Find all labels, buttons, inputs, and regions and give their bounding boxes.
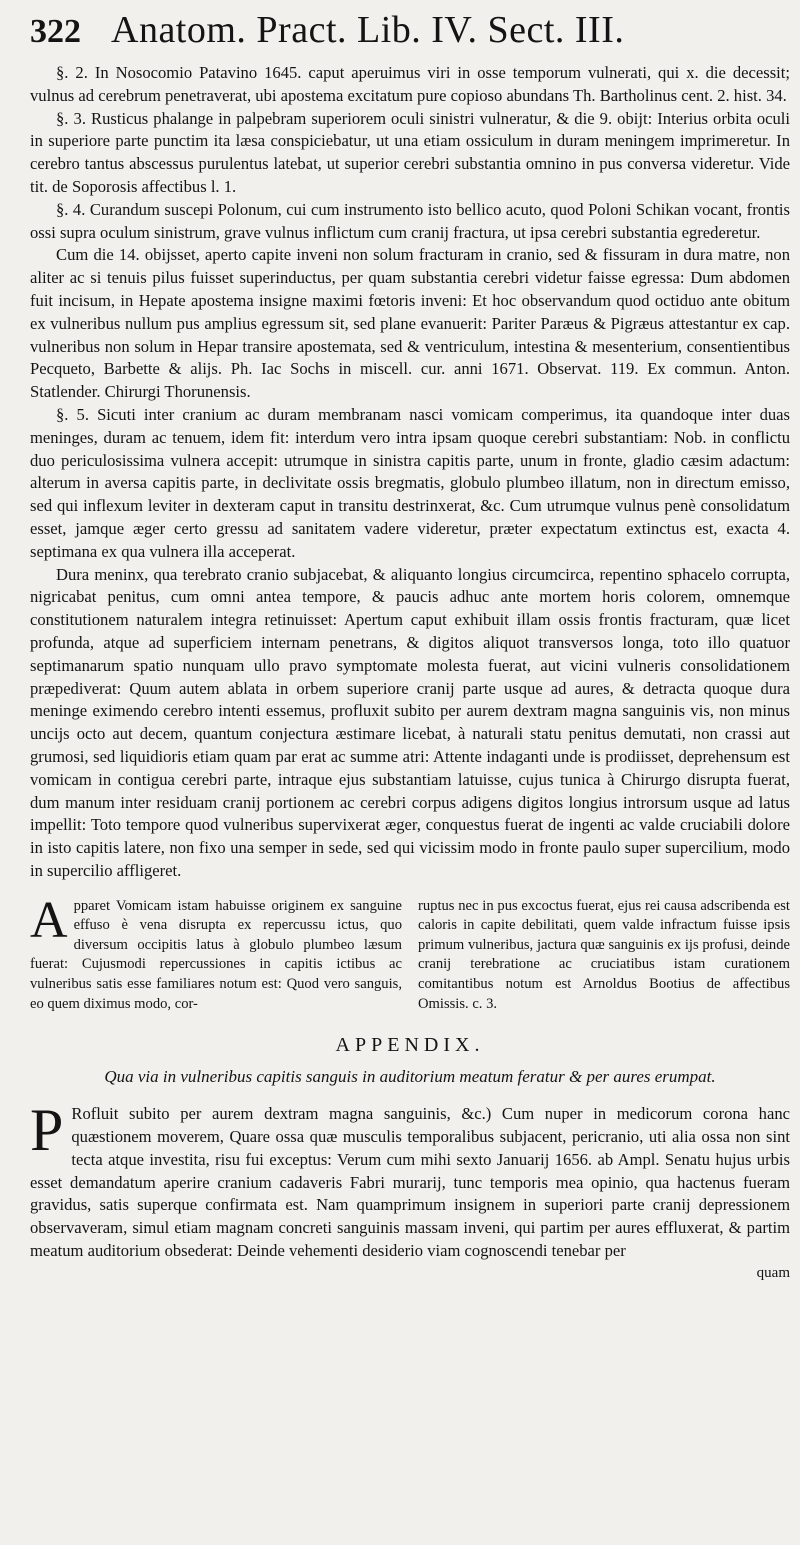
appendix-title: APPENDIX. — [335, 1034, 485, 1057]
scholion-left-text: pparet Vomicam istam habuisse originem ex sanguine effuso è vena disrupta ex repercussu ictus, quo diversum occipitis latus à globulo plumbeo læsum fuerat: Cujusmodi repercussiones in capitis ictibus ac vulneribus satis esse familiares notum est: Quod vero sanguis, eo quem diximus modo, cor- — [30, 897, 402, 1012]
paragraph-section-5-cont: Dura meninx, qua terebrato cranio subjacebat, & aliquanto longius circumcirca, repentino sphacelo corrupta, nigricabat penitus, cum omni antea tempore, & paucis adhuc ante mortem horis colorem, omnemque constitutionem naturalem integra retinuisset: Apertum caput exhibuit illam ossis frontis fracturam, quæ licet profunda, atque ad superficiem internam penetrans, & digitos aliquot transversos longa, toto illo quatuor septimanarum spatio nunquam ullo pravo symptomate molesta fuerat, aut vicini vulneris consolidationem præpediverat: Quum autem ablata in orbem superiore cranij parte usque ad aures, & detracta quoque dura meninge eximendo cerebro intenti essemus, profluxit subito per aurem dextram magna sanguinis vis, non minus uncijs octo aut decem, quantum conjectura æstimare licebat, à naturali statu penitus demutati, non crassi aut grumosi, sed liquidioris etiam quam par erat ac summe atri: Attente indaganti unde is prodiisset, deprehensum est vomicam in contigua cerebri parte, intraque ejus substantiam latuisse, cujus tunica à Chirurgo disrupta fuerat, dum manum inter residuam cranij portionem ac cerebri corpus adigens digitos longius introrsum usque ad latus impellit: Toto tempore quod vulneribus supervixerat æger, conquestus fuerat de ingenti ac valde cruciabili dolore in isto capitis latere, non fixo una semper in sede, sed qui vicissim modo in fronte paulo super supercilium, modo in supercilio affligeret. — [30, 564, 790, 880]
page-number: 322 — [30, 13, 81, 50]
appendix-subtitle: Qua via in vulneribus capitis sanguis in auditorium meatum feratur & per aures erumpat. — [104, 1067, 716, 1087]
paragraph-section-5: §. 5. Sicuti inter cranium ac duram membranam nasci vomicam comperimus, ita quandoque inter duas meninges, duram ac tenuem, idem fit: interdum vero intra ipsam quoque cerebri substantiam: Nob. in conflictu duo periculosissima vulnera accepit: utrumque in sinistra capitis parte, unum in fronte, gladio cæsim adactum: alterum in aversa capitis parte, in declivitate ossis bregmatis, globulo plumbeo illatum, non in directum emisso, sed qui inflexum leviter in dexteram caput in transitu destrinxerat, &c. Cum utrumque vulnus penè consolidatum esset, jamque æger certo gressu ad sanitatem vadere videretur, præter expectatum extinctus est, exacta 4. septimana ex qua vulnera illa acceperat. — [30, 404, 790, 561]
scholion-two-column — [30, 891, 790, 1015]
running-title: Anatom. Pract. Lib. IV. Sect. III. — [111, 9, 625, 51]
main-text — [30, 62, 790, 883]
paragraph-section-4: §. 4. Curandum suscepi Polonum, cui cum instrumento isto bellico acuto, quod Poloni Schikan vocant, frontis ossi supra oculum sinistrum, grave vulnus inflictum cum cranij fractura, ut ipsa cerebri substantia egrederetur. — [30, 199, 790, 242]
drop-cap-a: A — [30, 891, 68, 949]
scholion-right-text: ruptus nec in pus excoctus fuerat, ejus rei causa adscribenda est caloris in capite debilitati, quem valde infractum fuisse ipsis primum vulneribus, jactura quæ sanguinis ex ijs profusi, deinde cranij terebratione ac cruciatibus istam curationem comitantibus notum est Arnoldus Bootius de affectibus Omissis. c. 3. — [418, 897, 790, 1012]
paragraph-section-2: §. 2. In Nosocomio Patavino 1645. caput aperuimus viri in osse temporum vulnerati, qui x. die decessit; vulnus ad cerebrum penetraverat, ubi apostema excitatum pure copioso abundans Th. Bartholinus cent. 2. hist. 34. — [30, 63, 790, 105]
running-header — [30, 0, 790, 62]
drop-cap-p: P — [30, 1097, 64, 1164]
appendix-body — [30, 1097, 790, 1263]
paragraph-section-3: §. 3. Rusticus phalange in palpebram superiorem oculi sinistri vulneratur, & die 9. obijt: Interius orbita oculi in superiore parte punctim ita læsa conspiciebatur, ut una etiam ossiculum in duram meningem imprimeretur. In cerebro tantus abscessus purulentus latebat, ut superior cerebri substantia omnino in pus conversa videretur. Vide tit. de Soporosis affectibus l. 1. — [30, 108, 790, 196]
scholion-left-column — [30, 891, 402, 1015]
appendix-text: Rofluit subito per aurem dextram magna sanguinis, &c.) Cum nuper in medicorum corona hanc quæstionem moverem, Quare ossa quæ musculis temporalibus subjacent, pericranio, uti alia ossa non sint tecta atque investita, risu fui exceptus: Verum cum mihi sexto Januarij 1656. ab Ampl. Senatu hujus urbis esset demandatum aperire cranium cadaveris Fabri murarij, tunc temporis mea opinio, qua hactenus fueram gravidus, satis superque confirmata est. Nam quamprimum insignem in superiori parte cranij depressionem observaveram, simul etiam magnam concreti sanguinis massam inveni, qui partim per aures effluxerat, & partim meatum auditorium obsederat: Deinde vehementi desiderio viam cognoscendi tenebar per — [30, 1104, 790, 1261]
catchword: quam — [756, 1264, 790, 1281]
scholion-right-column — [418, 897, 790, 1015]
paragraph-section-4-cont: Cum die 14. obijsset, aperto capite inveni non solum fracturam in cranio, sed & fissuram in dura matre, non aliter ac si tenuis pilus fuisset superinductus, per quam substantia cerebri videtur faisse egressa: Dum abdomen fuit incisum, in Hepate apostema insigne maximi fœtoris inveni: Et hoc observandum quod octiduo ante obitum ex vulneribus nullum pus amplius egressum sit, sed plane evanuerit: Pariter Paræus & Pigræus attestantur ex cap. vulneribus non solum in Hepar transire apostemata, sed & ventriculum, intestina & mesenterium, consentientibus Pecqueto, Barbette & alijs. Ph. Iac Sochs in miscell. cur. anni 1671. Observat. 119. Ex commun. Anton. Statlender. Chirurgi Thorunensis. — [30, 245, 790, 402]
